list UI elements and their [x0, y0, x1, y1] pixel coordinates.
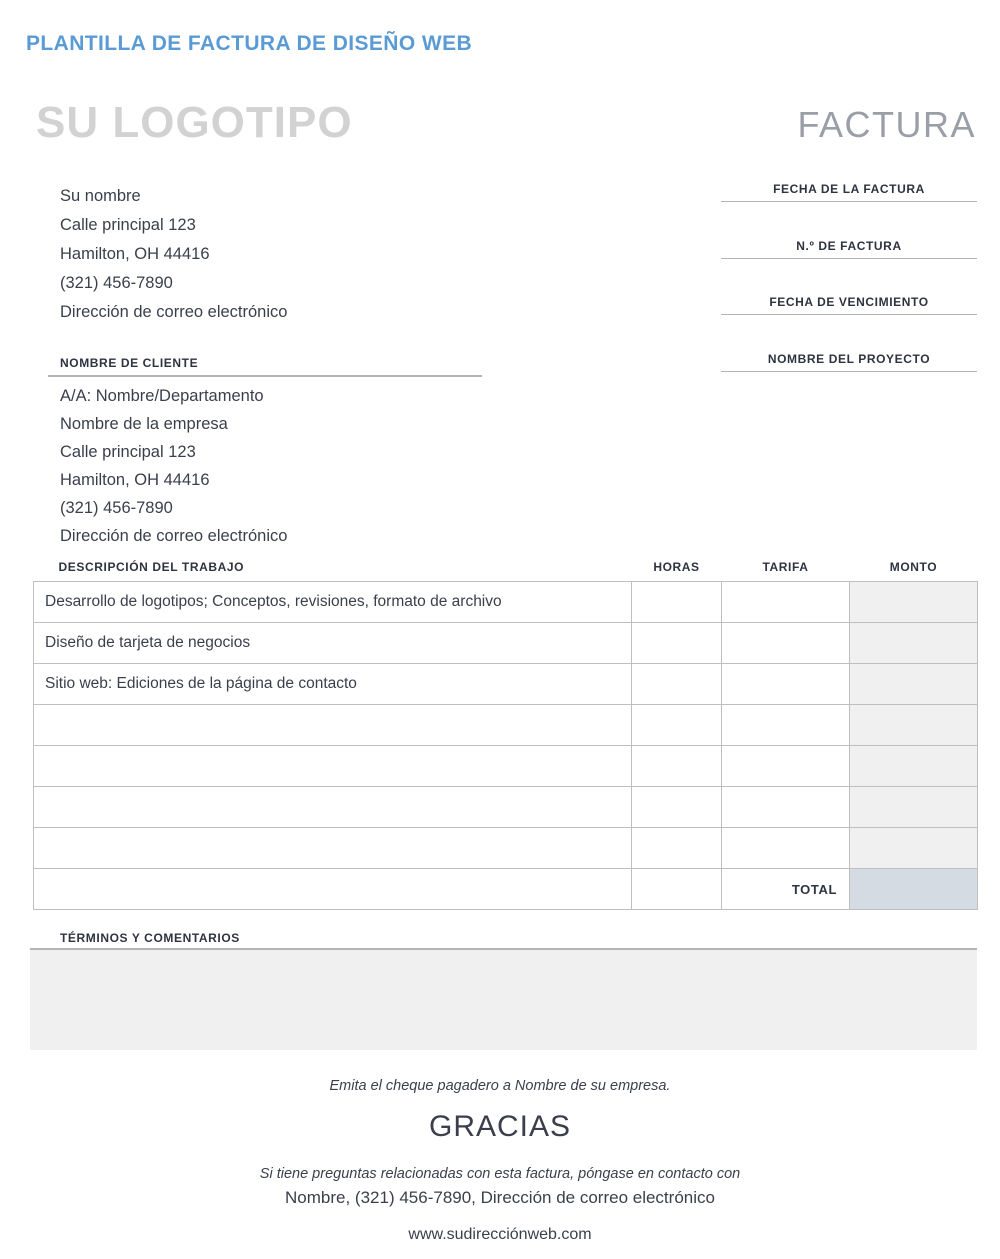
cell-description[interactable]: [34, 705, 632, 746]
cell-hours[interactable]: [632, 705, 722, 746]
total-value[interactable]: [850, 869, 978, 910]
total-spacer: [34, 869, 632, 910]
footer-website: www.sudirecciónweb.com: [408, 1226, 592, 1243]
cell-amount[interactable]: [850, 664, 978, 705]
invoice-date-input[interactable]: [721, 202, 977, 228]
column-header-hours: HORAS: [653, 560, 700, 574]
cell-hours[interactable]: [632, 746, 722, 787]
invoice-number-field: [721, 239, 977, 285]
column-header-description: DESCRIPCIÓN DEL TRABAJO: [58, 560, 245, 574]
column-header-rate: TARIFA: [762, 560, 809, 574]
client-address-block: [60, 382, 560, 550]
client-line: Nombre de la empresa: [60, 415, 228, 433]
table-row: [34, 746, 978, 787]
cell-hours[interactable]: [632, 787, 722, 828]
cell-amount[interactable]: [850, 828, 978, 869]
terms-input[interactable]: [30, 950, 977, 1050]
footer-check-note: Emita el cheque pagadero a Nombre de su empresa.: [329, 1078, 671, 1094]
due-date-field: [721, 295, 977, 341]
cell-hours[interactable]: [632, 828, 722, 869]
company-logo-placeholder: SU LOGOTIPO: [36, 98, 353, 147]
footer-thanks: GRACIAS: [428, 1110, 572, 1143]
cell-description[interactable]: [34, 787, 632, 828]
due-date-input[interactable]: [721, 315, 977, 341]
footer: [0, 1078, 1000, 1244]
terms-label: TÉRMINOS Y COMENTARIOS: [60, 931, 240, 945]
cell-rate[interactable]: [722, 787, 850, 828]
table-row: [34, 705, 978, 746]
cell-rate[interactable]: [722, 828, 850, 869]
table-row: [34, 664, 978, 705]
document-type-heading: FACTURA: [797, 104, 976, 145]
total-label: TOTAL: [722, 869, 850, 910]
page-title: PLANTILLA DE FACTURA DE DISEÑO WEB: [26, 32, 473, 55]
sender-address-block: [60, 182, 490, 327]
sender-line: Dirección de correo electrónico: [60, 303, 288, 321]
cell-amount[interactable]: [850, 623, 978, 664]
table-row: [34, 582, 978, 623]
column-header-amount: MONTO: [889, 560, 938, 574]
total-spacer: [632, 869, 722, 910]
client-line: A/A: Nombre/Departamento: [60, 387, 264, 405]
cell-amount[interactable]: [850, 787, 978, 828]
footer-questions: Si tiene preguntas relacionadas con esta factura, póngase en contacto con: [259, 1166, 741, 1182]
table-row: [34, 787, 978, 828]
table-row: [34, 828, 978, 869]
sender-line: (321) 456-7890: [60, 274, 173, 292]
project-name-input[interactable]: [721, 372, 977, 398]
sender-line: Calle principal 123: [60, 216, 196, 234]
invoice-number-input[interactable]: [721, 259, 977, 285]
invoice-number-label: N.º DE FACTURA: [796, 239, 902, 253]
cell-rate[interactable]: [722, 582, 850, 623]
invoice-date-label: FECHA DE LA FACTURA: [773, 182, 925, 196]
client-line: (321) 456-7890: [60, 499, 173, 517]
footer-contact: Nombre, (321) 456-7890, Dirección de correo electrónico: [285, 1188, 715, 1207]
cell-description[interactable]: Desarrollo de logotipos; Conceptos, revisiones, formato de archivo: [34, 582, 632, 623]
cell-rate[interactable]: [722, 746, 850, 787]
client-underline: [48, 375, 482, 377]
work-items-table: [33, 560, 978, 910]
cell-rate[interactable]: [722, 664, 850, 705]
work-items-table-wrapper: [33, 560, 977, 910]
project-name-label: NOMBRE DEL PROYECTO: [767, 352, 931, 366]
table-row: [34, 623, 978, 664]
cell-rate[interactable]: [722, 705, 850, 746]
cell-amount[interactable]: [850, 746, 978, 787]
cell-description[interactable]: [34, 746, 632, 787]
cell-amount[interactable]: [850, 705, 978, 746]
due-date-label: FECHA DE VENCIMIENTO: [769, 295, 929, 309]
cell-description[interactable]: Diseño de tarjeta de negocios: [34, 623, 632, 664]
invoice-date-field: [721, 182, 977, 228]
cell-hours[interactable]: [632, 664, 722, 705]
cell-hours[interactable]: [632, 582, 722, 623]
sender-line: Hamilton, OH 44416: [60, 245, 210, 263]
cell-description[interactable]: [34, 828, 632, 869]
client-name-label: NOMBRE DE CLIENTE: [60, 356, 199, 370]
cell-hours[interactable]: [632, 623, 722, 664]
project-name-field: [721, 352, 977, 398]
cell-amount[interactable]: [850, 582, 978, 623]
client-line: Dirección de correo electrónico: [60, 527, 288, 545]
cell-rate[interactable]: [722, 623, 850, 664]
client-line: Hamilton, OH 44416: [60, 471, 210, 489]
client-line: Calle principal 123: [60, 443, 196, 461]
cell-description[interactable]: Sitio web: Ediciones de la página de contacto: [34, 664, 632, 705]
total-row: [34, 869, 978, 910]
table-header-row: [34, 560, 978, 582]
sender-line: Su nombre: [60, 187, 141, 205]
